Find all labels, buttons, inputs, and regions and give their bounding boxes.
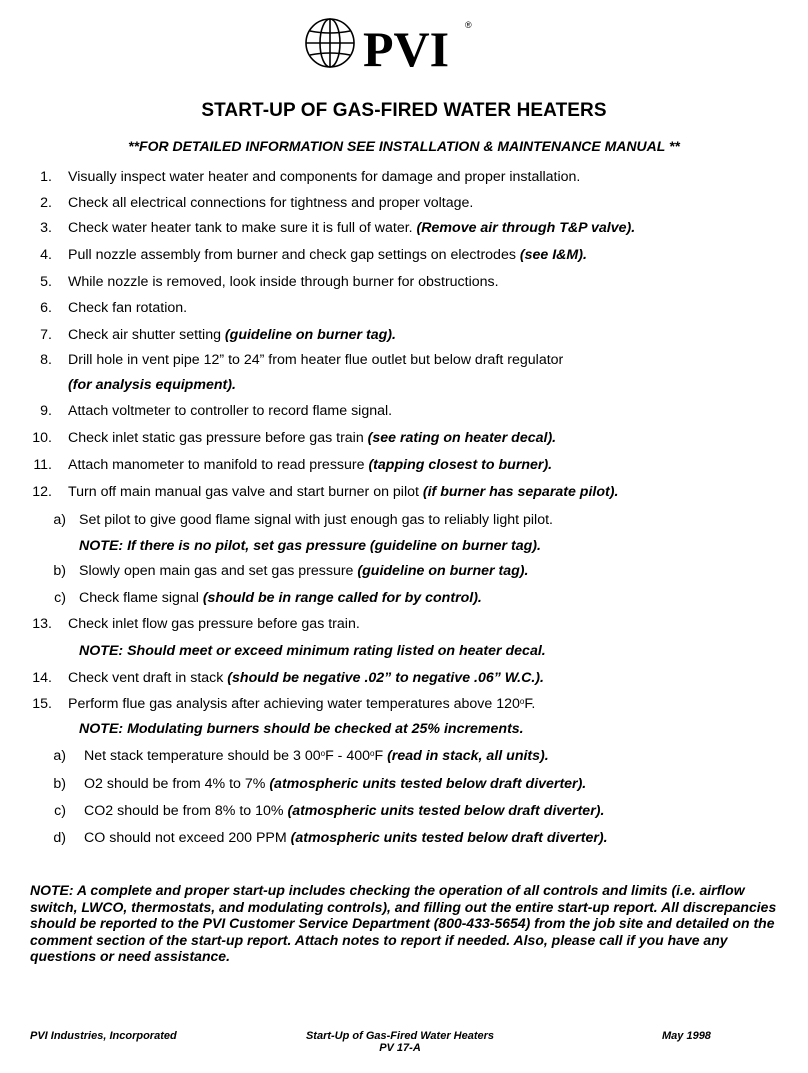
globe-icon [303,16,478,72]
footer-doc-title-text: Start-Up of Gas-Fired Water Heaters [305,1030,495,1042]
footer-company: PVI Industries, Incorporated [30,1030,177,1042]
footer-doc-code: PV 17-A [379,1042,421,1054]
step-13-note: NOTE: Should meet or exceed minimum rating listed on heater decal. [79,643,546,659]
pvi-logo [303,16,478,72]
step-12a-note: NOTE: If there is no pilot, set gas pressure (guideline on burner tag). [79,538,541,554]
svg-text:®: ® [465,20,472,30]
step-8-note: (for analysis equipment). [68,377,236,393]
page-subtitle: **FOR DETAILED INFORMATION SEE INSTALLATION & MAINTENANCE MANUAL ** [128,138,680,154]
page-title: START-UP OF GAS-FIRED WATER HEATERS [201,100,607,121]
footer-date: May 1998 [662,1030,711,1042]
footer-doc-title [300,1030,500,1054]
closing-note: NOTE: A complete and proper start-up includes checking the operation of all controls and limits (i.e. airflow switch, LWCO, thermostats, and modulating controls), and filling out the entire start-up report. All discrepancies should be reported to the PVI Customer Service Department (800-433-5654) from the job site and detailed on the comment section of the start-up report. Attach notes to report if needed. Also, please call if you have any questions or need assistance. [30,882,777,964]
svg-text:PVI: PVI [363,21,450,72]
step-15-note: NOTE: Modulating burners should be checked at 25% increments. [79,721,524,737]
